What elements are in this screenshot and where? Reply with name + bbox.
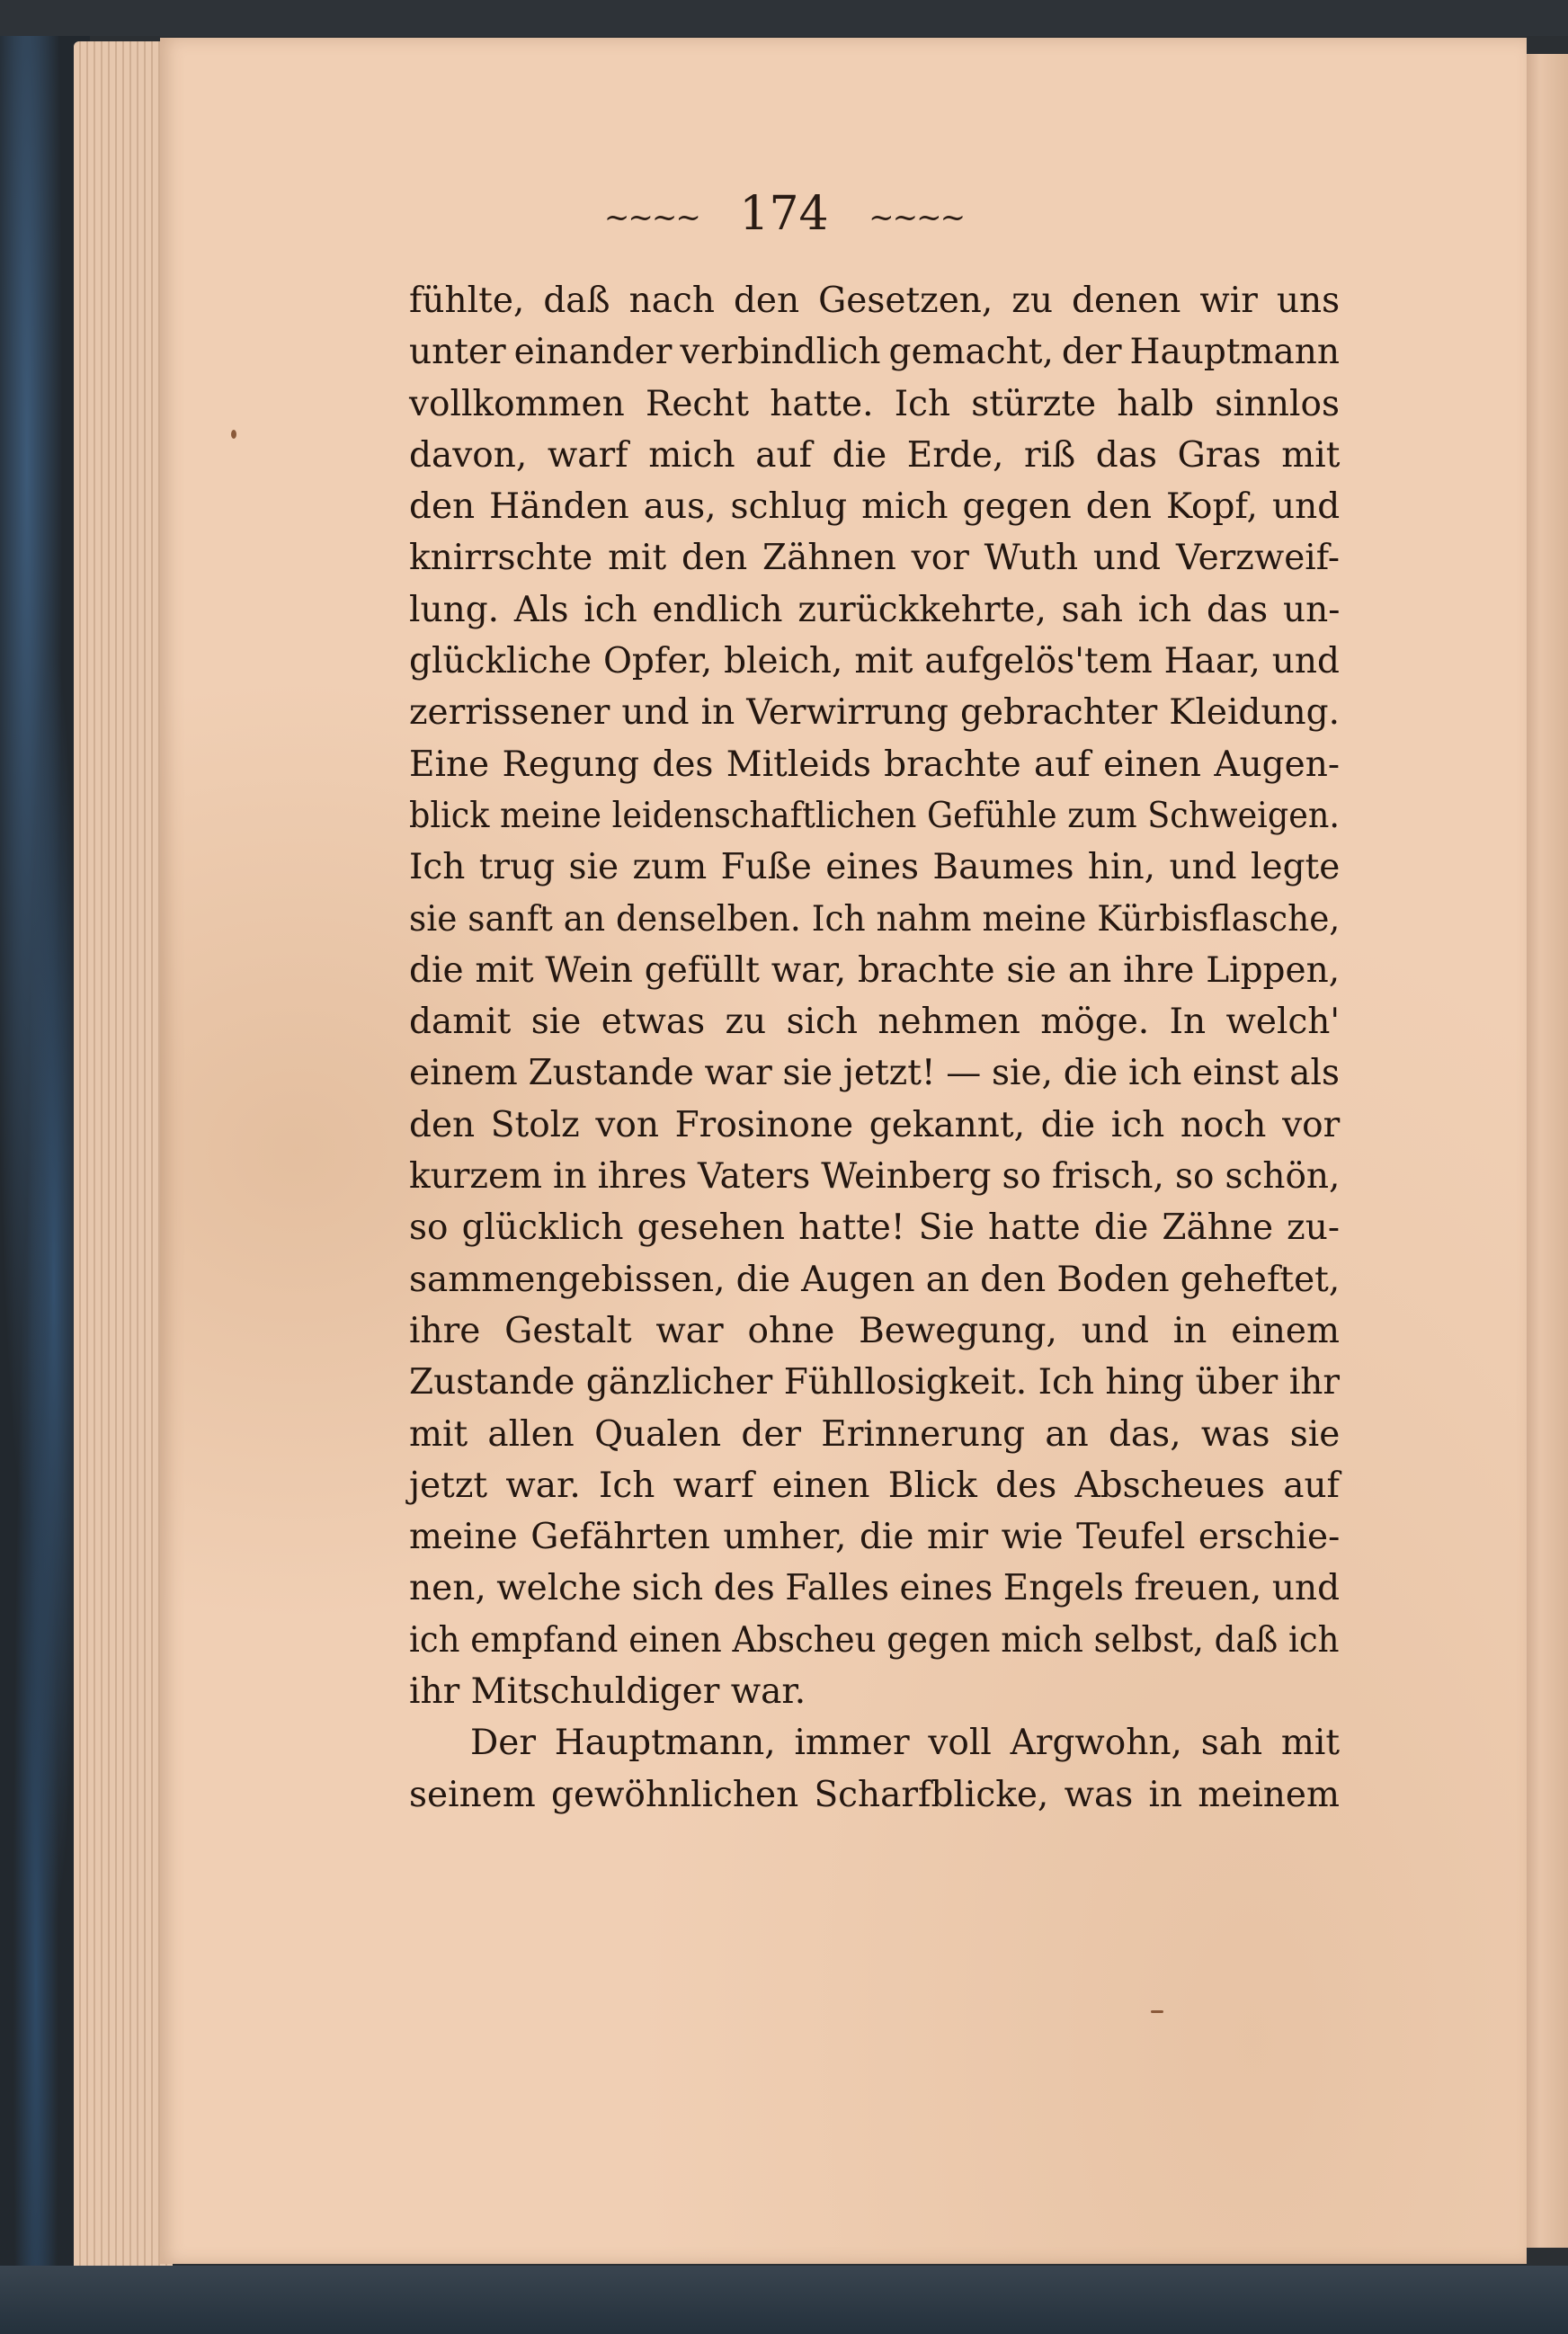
text-line: seinem gewöhnlichen Scharfblicke, was in meinem — [409, 1774, 1340, 1815]
facing-page-edge — [1521, 54, 1568, 2248]
text-line: glückliche Opfer, bleich, mit aufgelös'tem Haar, und — [409, 641, 1340, 682]
page-header — [0, 187, 1568, 241]
text-line: mit allen Qualen der Erinnerung an das, was sie — [409, 1413, 1341, 1455]
text-line: den Händen aus, schlug mich gegen den Kopf, und — [409, 486, 1341, 528]
paper-spot — [1151, 2010, 1163, 2013]
text-line: nen, welche sich des Falles eines Engels freuen, und — [409, 1568, 1341, 1609]
text-line: zerrissener und in Verwirrung gebrachter Kleidung. — [409, 692, 1340, 734]
text-line: meine Gefährten umher, die mir wie Teufel erschie- — [409, 1517, 1341, 1558]
background-top — [0, 0, 1568, 36]
text-line: unter einander verbindlich gemacht, der Hauptmann — [409, 332, 1341, 373]
text-line: Eine Regung des Mitleids brachte auf einen Augen- — [409, 744, 1340, 785]
text-line: fühlte, daß nach den Gesetzen, zu denen wir uns — [409, 281, 1341, 321]
text-line: lung. Als ich endlich zurückkehrte, sah ich das un- — [409, 589, 1341, 630]
text-line: die mit Wein gefüllt war, brachte sie an ihre Lippen, — [409, 949, 1341, 991]
text-line: sie sanft an denselben. Ich nahm meine Kürbisflasche, — [409, 898, 1341, 940]
text-line: sammengebissen, die Augen an den Boden geheftet, — [409, 1259, 1341, 1300]
text-line: jetzt war. Ich warf einen Blick des Abscheues auf — [409, 1465, 1340, 1506]
text-line: ich empfand einen Abscheu gegen mich selbst, daß ich — [409, 1619, 1340, 1661]
text-line: vollkommen Recht hatte. Ich stürzte halb sinnlos — [409, 383, 1340, 424]
text-line: Ich trug sie zum Fuße eines Baumes hin, und legte — [409, 847, 1341, 888]
background-bottom — [0, 2266, 1568, 2334]
page-stack-edge — [74, 41, 173, 2271]
text-line: damit sie etwas zu sich nehmen möge. In welch' — [409, 1002, 1341, 1043]
text-line: kurzem in ihres Vaters Weinberg so frisch, so schön, — [409, 1156, 1341, 1198]
text-line: einem Zustande war sie jetzt! — sie, die ich einst als — [409, 1053, 1340, 1094]
text-line: den Stolz von Frosinone gekannt, die ich noch vor — [409, 1104, 1341, 1145]
text-line: davon, warf mich auf die Erde, riß das Gras mit — [409, 434, 1341, 476]
text-line: ihr Mitschuldiger war. — [409, 1671, 806, 1713]
page-number: 174 — [739, 187, 829, 241]
body-text — [409, 275, 1340, 1821]
text-line: so glücklich gesehen hatte! Sie hatte die Zähne zu- — [409, 1207, 1340, 1249]
text-line: knirrschte mit den Zähnen vor Wuth und Verzweif- — [409, 538, 1340, 579]
text-line: ihre Gestalt war ohne Bewegung, und in einem — [409, 1310, 1340, 1351]
paper-spot — [231, 430, 236, 439]
text-line: blick meine leidenschaftlichen Gefühle zum Schweigen. — [409, 795, 1341, 836]
header-ornament-right: ~~~~ — [869, 199, 965, 236]
text-line: Zustande gänzlicher Fühllosigkeit. Ich hing über ihr — [409, 1362, 1340, 1403]
text-line: Der Hauptmann, immer voll Argwohn, sah mit — [470, 1723, 1340, 1764]
header-ornament-left: ~~~~ — [603, 199, 699, 236]
